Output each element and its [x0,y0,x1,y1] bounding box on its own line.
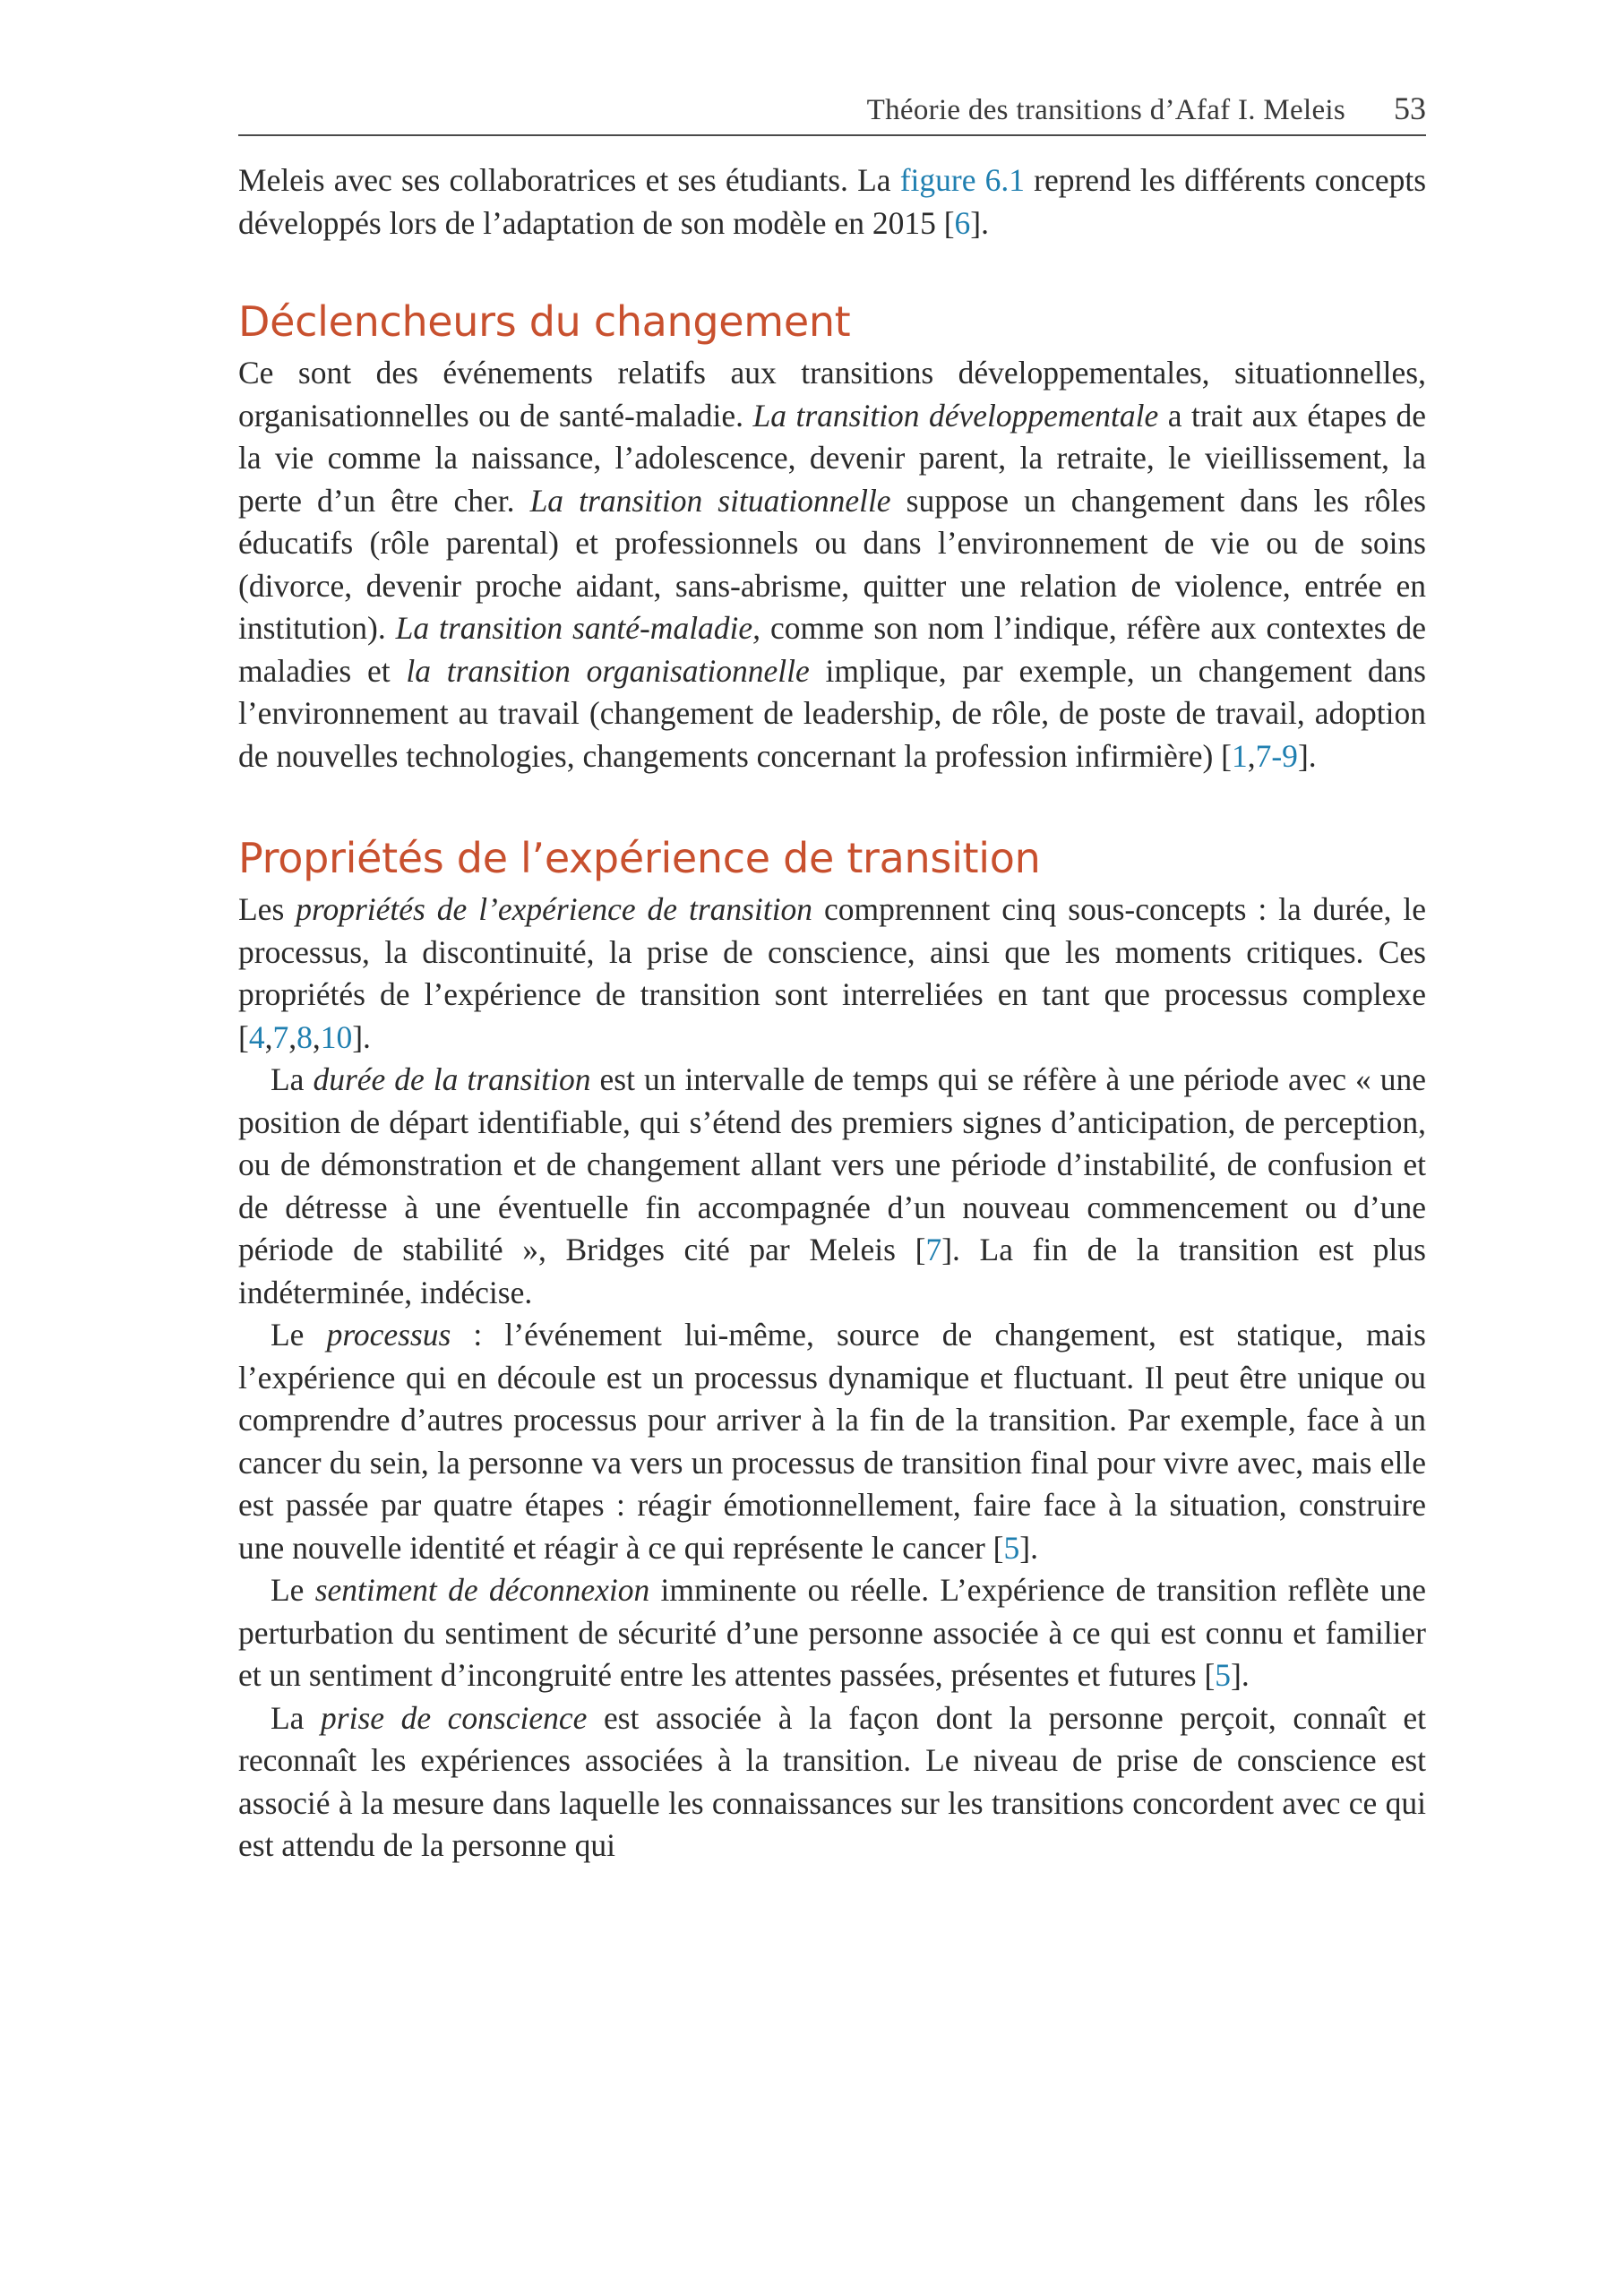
text-run: reprend les différents concepts développés lors de l’adaptation de son modèle en 2015 [ [238,162,1427,241]
text-run: implique, par exemple, un changement dans l’environnement au travail (changement de leadership, de rôle, de poste de travail, adoption de nouvelles technologies, changements concernant la profession infirmière) [ [238,652,1426,774]
page-number: 53 [1394,90,1426,126]
emphasis-run: La transition développementale [752,397,1159,434]
text-run: comme son nom l’indique, réfère aux contextes de maladies et [238,610,1426,689]
citation-link[interactable]: 4 [248,1018,265,1055]
intro-paragraph [238,159,1426,245]
text-run: ]. La fin de la transition est plus indéterminée, indécise. [238,1232,1426,1310]
emphasis-run: La transition situationnelle [529,482,891,519]
section1-paragraph [238,352,1426,777]
text-run: Les [238,891,296,927]
text-run: ]. [1297,737,1317,774]
text-run: est un intervalle de temps qui se réfère à une période avec « une position de départ identifiable, qui s’étend des premiers signes d’anticipation, de perception, ou de démonstration et de changement allant vers une période d’instabilité, de confusion et de détresse à une éventuelle fin accompagnée d’un nouveau commencement ou d’une période de stabilité », Bridges cité par Meleis [ [238,1061,1426,1267]
text-run: est associée à la façon dont la personne perçoit, connaît et reconnaît les expériences associées à la transition. Le niveau de prise de conscience est associé à la mesure dans laquelle les connaissances sur les transitions concordent avec ce qui est attendu de la personne qui [238,1699,1426,1863]
text-run: suppose un changement dans les rôles éducatifs (rôle parental) et professionnels ou dans l’environnement de vie ou de soins (divorce, devenir proche aidant, sans-abrisme, quitter une relation de violence, entrée en institution). [238,482,1426,646]
citation-link[interactable]: 8 [296,1018,313,1055]
section-heading-proprietes: Propriétés de l’expérience de transition [238,834,1041,882]
emphasis-run: sentiment de déconnexion [314,1572,650,1608]
text-run: ]. [970,204,989,241]
running-header [238,90,1426,136]
text-run: Le [271,1572,315,1608]
section2-paragraph-deconnexion [238,1569,1426,1697]
running-title: Théorie des transitions d’Afaf I. Meleis [866,94,1345,126]
text-run: , [264,1018,273,1055]
text-run: imminente ou réelle. L’expérience de transition reflète une perturbation du sentiment de sécurité d’une personne associée à ce qui est connu et familier et un sentiment d’incongruité entre les attentes passées, présentes et futures [ [238,1572,1426,1693]
section2-paragraph-1 [238,889,1426,1059]
emphasis-run: processus [326,1317,451,1353]
text-run: Meleis avec ses collaboratrices et ses étudiants. La [238,162,900,198]
citation-link[interactable]: 10 [320,1018,353,1055]
citation-link[interactable]: 7-9 [1255,737,1298,774]
text-run: La [271,1061,314,1097]
text-run: La [271,1699,322,1736]
page [238,90,1426,1868]
text-run: comprennent cinq sous-concepts : la durée, le processus, la discontinuité, la prise de conscience, ainsi que les moments critiques. Ces propriétés de l’expérience de transition sont interreliées en tant que processus complexe [ [238,891,1426,1055]
citation-link[interactable]: 1 [1231,737,1248,774]
text-run: ]. [352,1018,371,1055]
text-run: , [1247,737,1256,774]
text-run: : l’événement lui-même, source de changement, est statique, mais l’expérience qui en découle est un processus dynamique et fluctuant. Il peut être unique ou comprendre d’autres processus pour arriver à la fin de la transition. Par exemple, face à un cancer du sein, la personne va vers un processus de transition final pour vivre avec, mais elle est passée par quatre étapes : réagir émotionnellement, faire face à la situation, construire une nouvelle identité et réagir à ce qui représente le cancer [ [238,1317,1426,1566]
section-heading-declencheurs: Déclencheurs du changement [238,297,851,346]
citation-link[interactable]: 7 [925,1232,942,1267]
emphasis-run: propriétés de l’expérience de transition [296,891,813,927]
section2-paragraph-prise-de-conscience [238,1697,1426,1868]
section2-paragraph-duree [238,1059,1426,1314]
emphasis-run: la transition organisationnelle [406,652,810,689]
citation-link[interactable]: 5 [1003,1529,1020,1566]
emphasis-run: prise de conscience [321,1699,588,1736]
emphasis-run: La transition santé-maladie, [395,610,761,646]
text-run: Ce sont des événements relatifs aux transitions développementales, situationnelles, organisationnelles ou de santé-maladie. [238,355,1426,434]
citation-link[interactable]: 5 [1215,1657,1232,1693]
citation-link[interactable]: 6 [954,204,971,241]
text-run: a trait aux étapes de la vie comme la naissance, l’adolescence, devenir parent, la retraite, le vieillissement, la perte d’un être cher. [238,397,1427,519]
emphasis-run: durée de la transition [313,1061,591,1097]
section2-paragraph-processus [238,1314,1426,1569]
citation-link[interactable]: 7 [272,1018,289,1055]
text-run: , [312,1018,321,1055]
figure-link[interactable]: figure 6.1 [899,162,1025,198]
text-run: ]. [1019,1529,1038,1566]
text-run: , [288,1018,297,1055]
text-run: Le [271,1317,327,1353]
text-run: ]. [1231,1657,1250,1693]
